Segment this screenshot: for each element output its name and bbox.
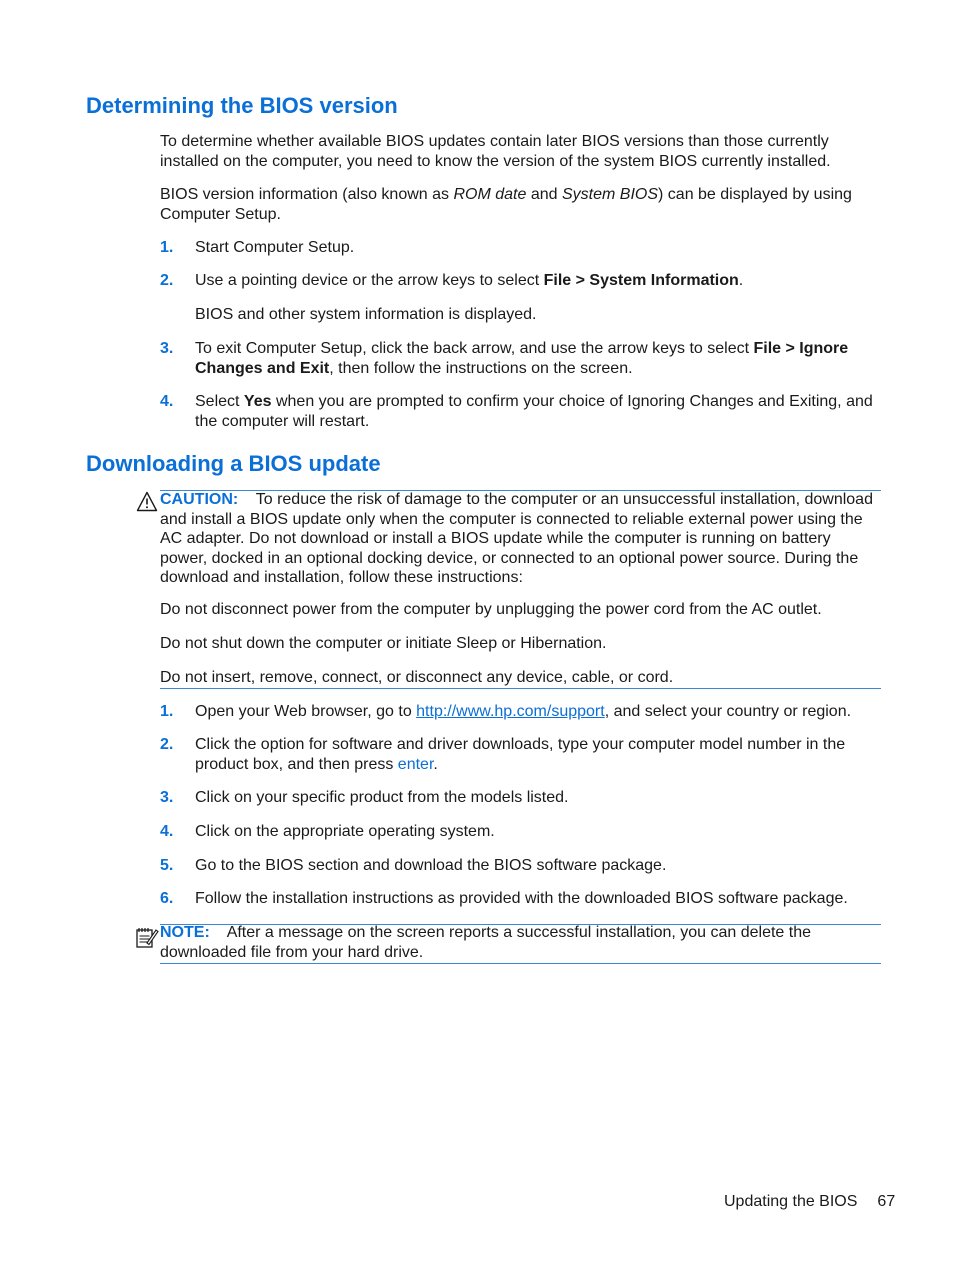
note-pad-icon [135, 925, 159, 949]
step-number: 1. [160, 703, 174, 720]
note-text: After a message on the screen reports a successful installation, you can delete the downloaded file from your hard drive. [160, 924, 812, 961]
yes-option: Yes [243, 393, 272, 410]
step-subtext: BIOS and other system information is displayed. [195, 306, 537, 323]
caution-text: To reduce the risk of damage to the computer or an unsuccessful installation, download and install a BIOS update only when the computer is connected to reliable external power using the AC adapter. Do not download or install a BIOS update while the computer is running on battery power, docked in an optional docking device, or connected to an optional power source. During the download and installation, follow these instructions: [160, 491, 873, 586]
step-text [195, 735, 882, 774]
footer-title: Updating the BIOS [724, 1193, 858, 1210]
text-segment: , then follow the instructions on the screen. [329, 359, 633, 377]
menu-path: File > Ignore Changes and Exit [195, 340, 849, 377]
text-segment: . [738, 272, 744, 289]
caution-bottom-rule [160, 688, 881, 689]
hp-support-link[interactable]: http://www.hp.com/support [416, 703, 605, 720]
note-paragraph [160, 923, 882, 962]
system-bios-term: System BIOS [561, 186, 659, 203]
list-item [160, 339, 882, 378]
menu-path: File > System Information [543, 272, 739, 289]
step-text [195, 271, 882, 291]
step-text: Click on the appropriate operating system. [195, 823, 495, 840]
rom-date-term: ROM date [453, 186, 527, 203]
text-segment: ) can be displayed by using Computer Setup. [160, 186, 852, 223]
step-number: 2. [160, 272, 174, 289]
list-item [160, 271, 882, 291]
bios-info-paragraph [160, 185, 882, 224]
intro-paragraph: To determine whether available BIOS updates contain later BIOS versions than those currently installed on the computer, you need to know the version of the system BIOS currently installed. [160, 133, 831, 170]
step-text [195, 392, 882, 431]
caution-item: Do not disconnect power from the computer by unplugging the power cord from the AC outlet. [160, 601, 822, 618]
list-item [160, 238, 882, 258]
step-number: 5. [160, 857, 174, 874]
step-number: 4. [160, 823, 174, 840]
step-number: 2. [160, 736, 174, 753]
note-bottom-rule [160, 963, 881, 964]
text-segment: Use a pointing device or the arrow keys to select [195, 272, 544, 289]
caution-item: Do not shut down the computer or initiate Sleep or Hibernation. [160, 635, 607, 652]
step-number: 6. [160, 890, 174, 907]
text-segment: Select [195, 393, 244, 410]
list-item [160, 392, 882, 431]
step-text: Follow the installation instructions as provided with the downloaded BIOS software package. [195, 890, 848, 907]
list-item [160, 735, 882, 774]
list-item [160, 702, 882, 722]
section-heading-downloading: Downloading a BIOS update [86, 451, 381, 476]
note-label: NOTE: [160, 924, 210, 941]
step-number: 3. [160, 340, 174, 357]
page-footer [724, 1192, 895, 1212]
step-text: Click on your specific product from the models listed. [195, 789, 569, 806]
step-number: 3. [160, 789, 174, 806]
list-item [160, 788, 882, 808]
step-text: Go to the BIOS section and download the BIOS software package. [195, 857, 667, 874]
text-segment: To exit Computer Setup, click the back arrow, and use the arrow keys to select [195, 340, 754, 357]
caution-item: Do not insert, remove, connect, or disconnect any device, cable, or cord. [160, 669, 674, 686]
text-segment: when you are prompted to confirm your choice of Ignoring Changes and Exiting, and the computer will restart. [195, 393, 873, 430]
text-segment: Open your Web browser, go to [195, 703, 417, 720]
caution-label: CAUTION: [160, 491, 239, 508]
step-text: Start Computer Setup. [195, 239, 355, 256]
caution-paragraph [160, 490, 882, 588]
step-number: 1. [160, 239, 174, 256]
text-segment: . [433, 755, 438, 773]
step-number: 4. [160, 393, 174, 410]
list-item [160, 889, 882, 909]
page-number: 67 [877, 1193, 896, 1210]
text-segment: Click the option for software and driver downloads, type your computer model number in the product box, and then press [195, 736, 846, 773]
enter-key: enter [397, 755, 434, 773]
text-segment: BIOS version information (also known as [160, 186, 454, 203]
step-text [195, 702, 882, 722]
text-segment: , and select your country or region. [604, 703, 852, 720]
list-item [160, 822, 882, 842]
warning-triangle-icon [136, 491, 158, 512]
text-segment: and [526, 186, 562, 203]
list-item [160, 856, 882, 876]
step-text [195, 339, 882, 378]
section-heading-determining: Determining the BIOS version [86, 93, 398, 118]
